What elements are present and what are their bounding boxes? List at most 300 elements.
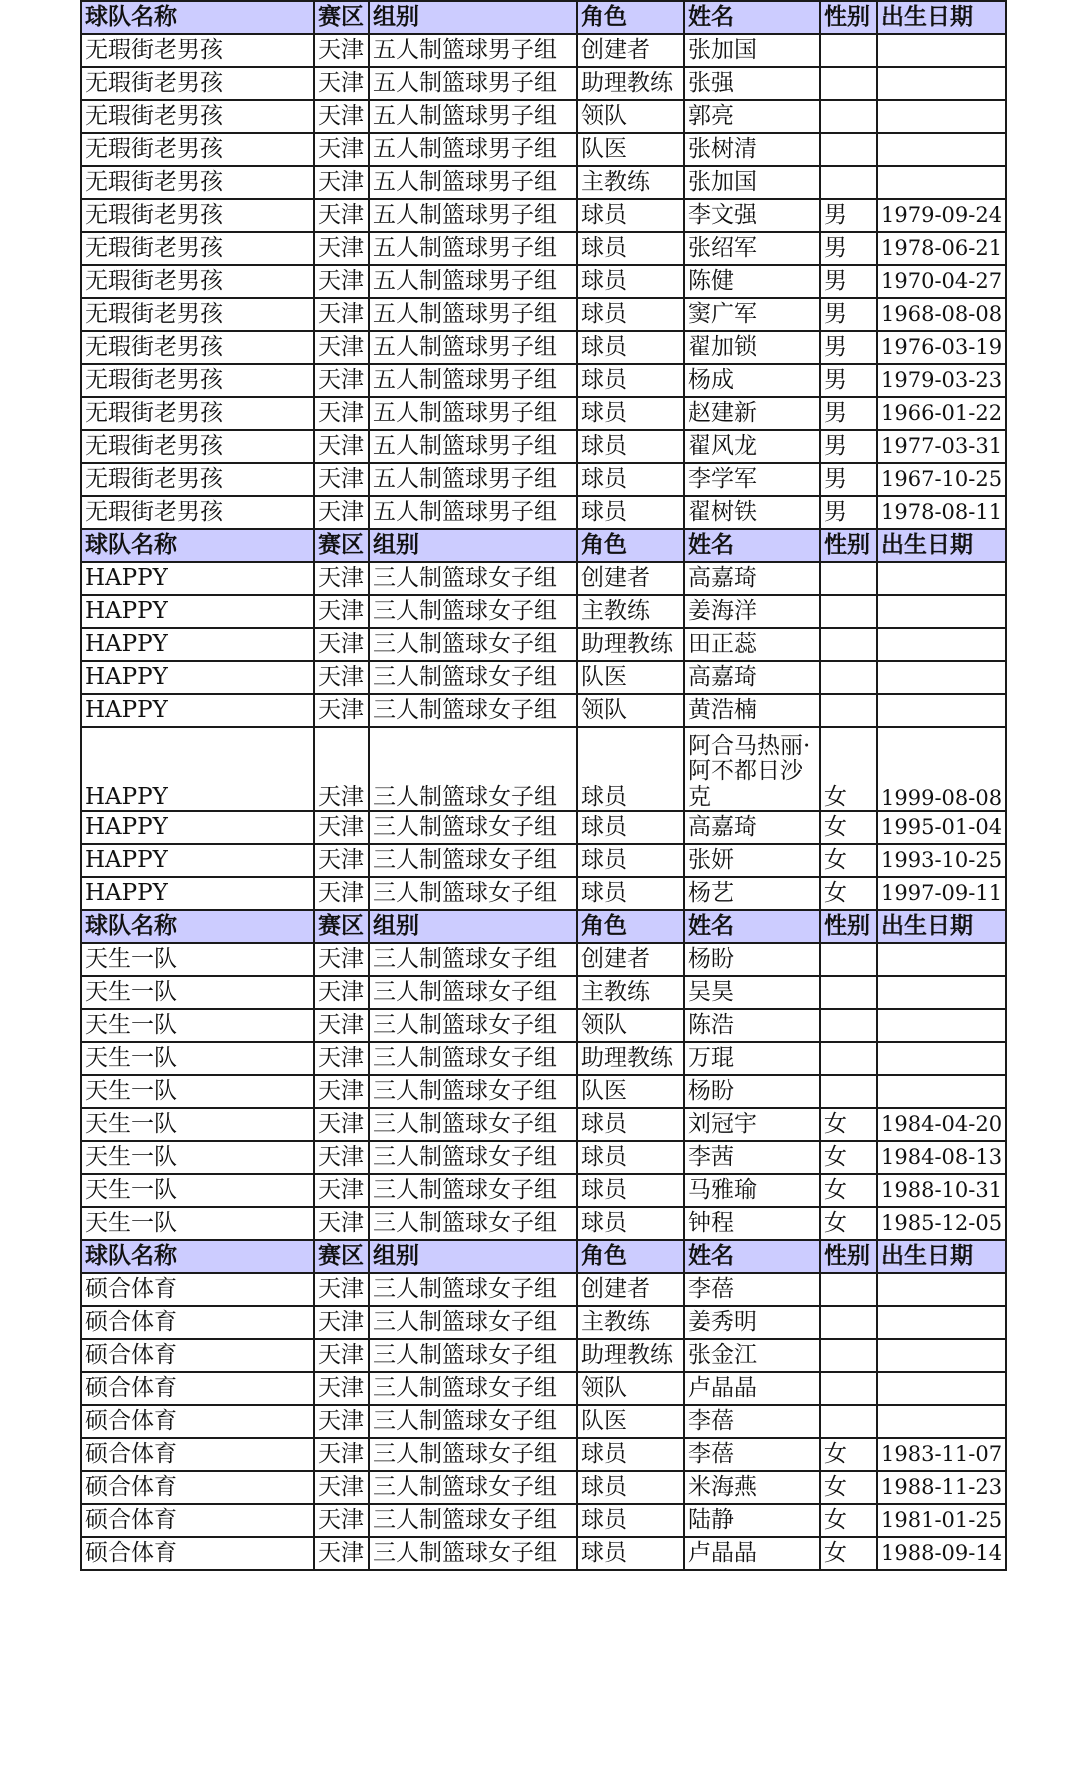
cell-region: 天津 [314,1273,369,1306]
cell-group: 五人制篮球男子组 [369,232,577,265]
cell-birth: 1978-06-21 [877,232,1006,265]
cell-name: 李蓓 [684,1405,820,1438]
cell-team: HAPPY [81,877,314,910]
cell-group: 三人制篮球女子组 [369,1273,577,1306]
cell-gender: 女 [820,727,877,811]
cell-team: HAPPY [81,628,314,661]
cell-name: 赵建新 [684,397,820,430]
cell-team: HAPPY [81,661,314,694]
column-header-team: 球队名称 [81,910,314,943]
cell-birth [877,943,1006,976]
cell-region: 天津 [314,811,369,844]
cell-group: 三人制篮球女子组 [369,1405,577,1438]
cell-role: 领队 [577,100,684,133]
cell-group: 三人制篮球女子组 [369,943,577,976]
cell-group: 三人制篮球女子组 [369,1009,577,1042]
cell-name: 张绍军 [684,232,820,265]
cell-team: 无瑕街老男孩 [81,100,314,133]
table-row [81,811,1006,844]
cell-name: 翟树铁 [684,496,820,529]
cell-team: 无瑕街老男孩 [81,166,314,199]
column-header-gender: 性别 [820,529,877,562]
cell-region: 天津 [314,1537,369,1570]
cell-team: 无瑕街老男孩 [81,133,314,166]
table-row [81,628,1006,661]
cell-name: 李茜 [684,1141,820,1174]
cell-birth [877,100,1006,133]
cell-birth: 1988-09-14 [877,1537,1006,1570]
cell-birth: 1976-03-19 [877,331,1006,364]
cell-group: 五人制篮球男子组 [369,463,577,496]
cell-birth: 1988-11-23 [877,1471,1006,1504]
cell-birth [877,1372,1006,1405]
cell-name: 李文强 [684,199,820,232]
cell-role: 队医 [577,133,684,166]
column-header-role: 角色 [577,910,684,943]
cell-name: 姜秀明 [684,1306,820,1339]
cell-name: 张加国 [684,166,820,199]
cell-region: 天津 [314,1174,369,1207]
cell-role: 球员 [577,496,684,529]
cell-group: 五人制篮球男子组 [369,397,577,430]
table-row [81,1372,1006,1405]
cell-gender: 女 [820,1471,877,1504]
cell-group: 三人制篮球女子组 [369,1339,577,1372]
roster-body [81,1,1006,1570]
table-row [81,166,1006,199]
cell-gender: 女 [820,1537,877,1570]
cell-name: 高嘉琦 [684,562,820,595]
cell-name: 高嘉琦 [684,661,820,694]
cell-birth [877,133,1006,166]
cell-region: 天津 [314,628,369,661]
table-row [81,877,1006,910]
cell-birth: 1984-04-20 [877,1108,1006,1141]
cell-name: 黄浩楠 [684,694,820,727]
cell-region: 天津 [314,1141,369,1174]
cell-region: 天津 [314,1207,369,1240]
cell-birth [877,1306,1006,1339]
cell-gender: 女 [820,1438,877,1471]
cell-role: 球员 [577,1471,684,1504]
cell-birth: 1997-09-11 [877,877,1006,910]
cell-group: 五人制篮球男子组 [369,298,577,331]
cell-gender: 女 [820,1141,877,1174]
cell-name: 杨成 [684,364,820,397]
table-row [81,199,1006,232]
cell-role: 球员 [577,1141,684,1174]
table-row [81,727,1006,811]
cell-birth: 1993-10-25 [877,844,1006,877]
cell-role: 球员 [577,1174,684,1207]
header-row [81,1,1006,34]
cell-name: 翟风龙 [684,430,820,463]
cell-name: 张树清 [684,133,820,166]
cell-group: 五人制篮球男子组 [369,496,577,529]
cell-group: 三人制篮球女子组 [369,1471,577,1504]
cell-role: 球员 [577,265,684,298]
cell-birth [877,628,1006,661]
column-header-group: 组别 [369,1,577,34]
column-header-region: 赛区 [314,1,369,34]
cell-name: 刘冠宇 [684,1108,820,1141]
cell-role: 球员 [577,1537,684,1570]
cell-region: 天津 [314,34,369,67]
cell-region: 天津 [314,1306,369,1339]
cell-region: 天津 [314,67,369,100]
table-row [81,496,1006,529]
cell-team: 天生一队 [81,1009,314,1042]
header-row [81,1240,1006,1273]
cell-gender [820,562,877,595]
cell-team: HAPPY [81,595,314,628]
cell-role: 主教练 [577,1306,684,1339]
column-header-team: 球队名称 [81,529,314,562]
cell-name: 阿合马热丽·阿不都日沙克 [684,727,820,811]
cell-role: 球员 [577,199,684,232]
cell-region: 天津 [314,1405,369,1438]
cell-gender [820,133,877,166]
cell-birth: 1967-10-25 [877,463,1006,496]
table-row [81,1108,1006,1141]
cell-group: 五人制篮球男子组 [369,67,577,100]
cell-gender [820,943,877,976]
cell-gender: 女 [820,1504,877,1537]
cell-region: 天津 [314,661,369,694]
cell-team: HAPPY [81,727,314,811]
table-row [81,562,1006,595]
cell-team: 无瑕街老男孩 [81,430,314,463]
cell-region: 天津 [314,298,369,331]
column-header-group: 组别 [369,910,577,943]
cell-gender [820,1042,877,1075]
cell-team: 天生一队 [81,1174,314,1207]
cell-name: 张强 [684,67,820,100]
cell-group: 五人制篮球男子组 [369,331,577,364]
cell-team: 无瑕街老男孩 [81,331,314,364]
cell-role: 球员 [577,1108,684,1141]
cell-birth [877,1042,1006,1075]
cell-birth [877,1405,1006,1438]
cell-group: 三人制篮球女子组 [369,1075,577,1108]
cell-gender [820,976,877,1009]
table-row [81,595,1006,628]
header-row [81,529,1006,562]
cell-team: 天生一队 [81,1207,314,1240]
table-row [81,1075,1006,1108]
cell-role: 球员 [577,811,684,844]
column-header-role: 角色 [577,1,684,34]
column-header-birth: 出生日期 [877,1,1006,34]
cell-birth: 1966-01-22 [877,397,1006,430]
cell-team: 无瑕街老男孩 [81,265,314,298]
cell-team: 无瑕街老男孩 [81,397,314,430]
column-header-team: 球队名称 [81,1,314,34]
cell-birth: 1984-08-13 [877,1141,1006,1174]
table-row [81,1273,1006,1306]
table-row [81,1009,1006,1042]
cell-birth: 1988-10-31 [877,1174,1006,1207]
cell-group: 五人制篮球男子组 [369,430,577,463]
cell-region: 天津 [314,1075,369,1108]
cell-name: 李学军 [684,463,820,496]
cell-gender: 男 [820,265,877,298]
cell-role: 助理教练 [577,67,684,100]
cell-region: 天津 [314,976,369,1009]
column-header-region: 赛区 [314,529,369,562]
cell-region: 天津 [314,1471,369,1504]
cell-role: 领队 [577,1372,684,1405]
cell-birth: 1995-01-04 [877,811,1006,844]
cell-birth: 1970-04-27 [877,265,1006,298]
cell-name: 钟程 [684,1207,820,1240]
cell-role: 球员 [577,397,684,430]
cell-name: 郭亮 [684,100,820,133]
cell-group: 五人制篮球男子组 [369,199,577,232]
cell-birth: 1977-03-31 [877,430,1006,463]
table-row [81,397,1006,430]
table-row [81,232,1006,265]
cell-gender: 男 [820,298,877,331]
cell-birth [877,1009,1006,1042]
cell-gender [820,100,877,133]
cell-team: 硕合体育 [81,1471,314,1504]
cell-role: 队医 [577,661,684,694]
table-row [81,976,1006,1009]
cell-gender: 女 [820,877,877,910]
cell-gender [820,166,877,199]
cell-name: 张妍 [684,844,820,877]
column-header-role: 角色 [577,529,684,562]
column-header-region: 赛区 [314,1240,369,1273]
cell-birth: 1999-08-08 [877,727,1006,811]
cell-team: 无瑕街老男孩 [81,364,314,397]
cell-team: 无瑕街老男孩 [81,463,314,496]
cell-team: 天生一队 [81,1108,314,1141]
cell-region: 天津 [314,100,369,133]
cell-region: 天津 [314,1438,369,1471]
cell-team: HAPPY [81,694,314,727]
cell-name: 杨盼 [684,943,820,976]
table-row [81,1207,1006,1240]
cell-region: 天津 [314,331,369,364]
cell-birth: 1983-11-07 [877,1438,1006,1471]
table-row [81,67,1006,100]
cell-group: 三人制篮球女子组 [369,694,577,727]
cell-team: HAPPY [81,562,314,595]
cell-role: 球员 [577,877,684,910]
column-header-name: 姓名 [684,1,820,34]
cell-region: 天津 [314,877,369,910]
cell-birth [877,34,1006,67]
cell-birth [877,67,1006,100]
cell-gender: 男 [820,199,877,232]
cell-region: 天津 [314,595,369,628]
cell-team: 无瑕街老男孩 [81,67,314,100]
cell-role: 球员 [577,232,684,265]
cell-birth: 1985-12-05 [877,1207,1006,1240]
cell-role: 主教练 [577,976,684,1009]
column-header-birth: 出生日期 [877,1240,1006,1273]
cell-region: 天津 [314,199,369,232]
cell-group: 三人制篮球女子组 [369,1207,577,1240]
cell-region: 天津 [314,1042,369,1075]
cell-team: 无瑕街老男孩 [81,199,314,232]
cell-group: 三人制篮球女子组 [369,1438,577,1471]
table-row [81,133,1006,166]
cell-gender [820,1306,877,1339]
cell-gender [820,595,877,628]
cell-region: 天津 [314,364,369,397]
cell-group: 五人制篮球男子组 [369,265,577,298]
cell-role: 领队 [577,1009,684,1042]
cell-gender [820,1372,877,1405]
cell-birth [877,562,1006,595]
cell-role: 领队 [577,694,684,727]
cell-birth [877,976,1006,1009]
cell-group: 三人制篮球女子组 [369,1306,577,1339]
cell-role: 球员 [577,1207,684,1240]
cell-name: 陆静 [684,1504,820,1537]
cell-name: 姜海洋 [684,595,820,628]
cell-team: 硕合体育 [81,1405,314,1438]
table-row [81,694,1006,727]
cell-group: 三人制篮球女子组 [369,1174,577,1207]
cell-name: 卢晶晶 [684,1372,820,1405]
cell-name: 李蓓 [684,1273,820,1306]
cell-role: 球员 [577,331,684,364]
cell-role: 创建者 [577,34,684,67]
cell-gender [820,628,877,661]
column-header-group: 组别 [369,529,577,562]
cell-group: 三人制篮球女子组 [369,628,577,661]
cell-group: 五人制篮球男子组 [369,133,577,166]
cell-region: 天津 [314,397,369,430]
cell-team: 硕合体育 [81,1438,314,1471]
cell-team: 硕合体育 [81,1273,314,1306]
cell-birth [877,661,1006,694]
cell-gender: 女 [820,1174,877,1207]
cell-role: 球员 [577,463,684,496]
table-row [81,331,1006,364]
cell-group: 三人制篮球女子组 [369,1537,577,1570]
cell-group: 三人制篮球女子组 [369,1042,577,1075]
cell-name: 张金江 [684,1339,820,1372]
cell-name: 杨盼 [684,1075,820,1108]
cell-group: 三人制篮球女子组 [369,1108,577,1141]
cell-role: 主教练 [577,166,684,199]
column-header-gender: 性别 [820,910,877,943]
cell-gender: 男 [820,397,877,430]
table-row [81,430,1006,463]
cell-team: 天生一队 [81,1042,314,1075]
cell-gender [820,1075,877,1108]
cell-region: 天津 [314,844,369,877]
cell-role: 球员 [577,430,684,463]
column-header-role: 角色 [577,1240,684,1273]
cell-name: 米海燕 [684,1471,820,1504]
cell-name: 马雅瑜 [684,1174,820,1207]
cell-group: 三人制篮球女子组 [369,1504,577,1537]
cell-name: 杨艺 [684,877,820,910]
cell-group: 三人制篮球女子组 [369,562,577,595]
cell-gender: 男 [820,331,877,364]
cell-group: 五人制篮球男子组 [369,166,577,199]
cell-name: 翟加锁 [684,331,820,364]
table-row [81,943,1006,976]
cell-birth [877,1273,1006,1306]
column-header-group: 组别 [369,1240,577,1273]
cell-gender [820,1273,877,1306]
table-row [81,100,1006,133]
cell-team: 无瑕街老男孩 [81,34,314,67]
cell-gender: 男 [820,496,877,529]
cell-region: 天津 [314,1372,369,1405]
table-row [81,298,1006,331]
cell-region: 天津 [314,1339,369,1372]
table-row [81,265,1006,298]
cell-group: 三人制篮球女子组 [369,595,577,628]
cell-name: 万琨 [684,1042,820,1075]
cell-gender: 女 [820,1207,877,1240]
table-row [81,1471,1006,1504]
cell-group: 三人制篮球女子组 [369,1372,577,1405]
cell-region: 天津 [314,166,369,199]
cell-region: 天津 [314,265,369,298]
cell-role: 助理教练 [577,1339,684,1372]
cell-team: 无瑕街老男孩 [81,298,314,331]
cell-role: 助理教练 [577,1042,684,1075]
cell-region: 天津 [314,562,369,595]
cell-group: 五人制篮球男子组 [369,364,577,397]
cell-name: 张加国 [684,34,820,67]
column-header-birth: 出生日期 [877,529,1006,562]
cell-gender: 男 [820,463,877,496]
cell-team: 硕合体育 [81,1537,314,1570]
table-row [81,1174,1006,1207]
cell-region: 天津 [314,943,369,976]
cell-gender [820,34,877,67]
cell-birth [877,595,1006,628]
table-row [81,661,1006,694]
cell-birth: 1979-03-23 [877,364,1006,397]
cell-team: 天生一队 [81,943,314,976]
cell-role: 创建者 [577,562,684,595]
column-header-birth: 出生日期 [877,910,1006,943]
cell-team: 硕合体育 [81,1339,314,1372]
cell-gender [820,1009,877,1042]
cell-birth [877,1339,1006,1372]
cell-birth [877,166,1006,199]
cell-name: 陈浩 [684,1009,820,1042]
cell-gender: 男 [820,364,877,397]
cell-name: 吴昊 [684,976,820,1009]
column-header-name: 姓名 [684,1240,820,1273]
cell-name: 陈健 [684,265,820,298]
cell-team: HAPPY [81,811,314,844]
cell-name: 卢晶晶 [684,1537,820,1570]
cell-team: 无瑕街老男孩 [81,232,314,265]
cell-region: 天津 [314,1009,369,1042]
cell-gender [820,661,877,694]
cell-team: 无瑕街老男孩 [81,496,314,529]
cell-region: 天津 [314,1108,369,1141]
cell-birth: 1968-08-08 [877,298,1006,331]
cell-birth: 1978-08-11 [877,496,1006,529]
cell-gender [820,67,877,100]
table-row [81,34,1006,67]
cell-gender: 男 [820,232,877,265]
